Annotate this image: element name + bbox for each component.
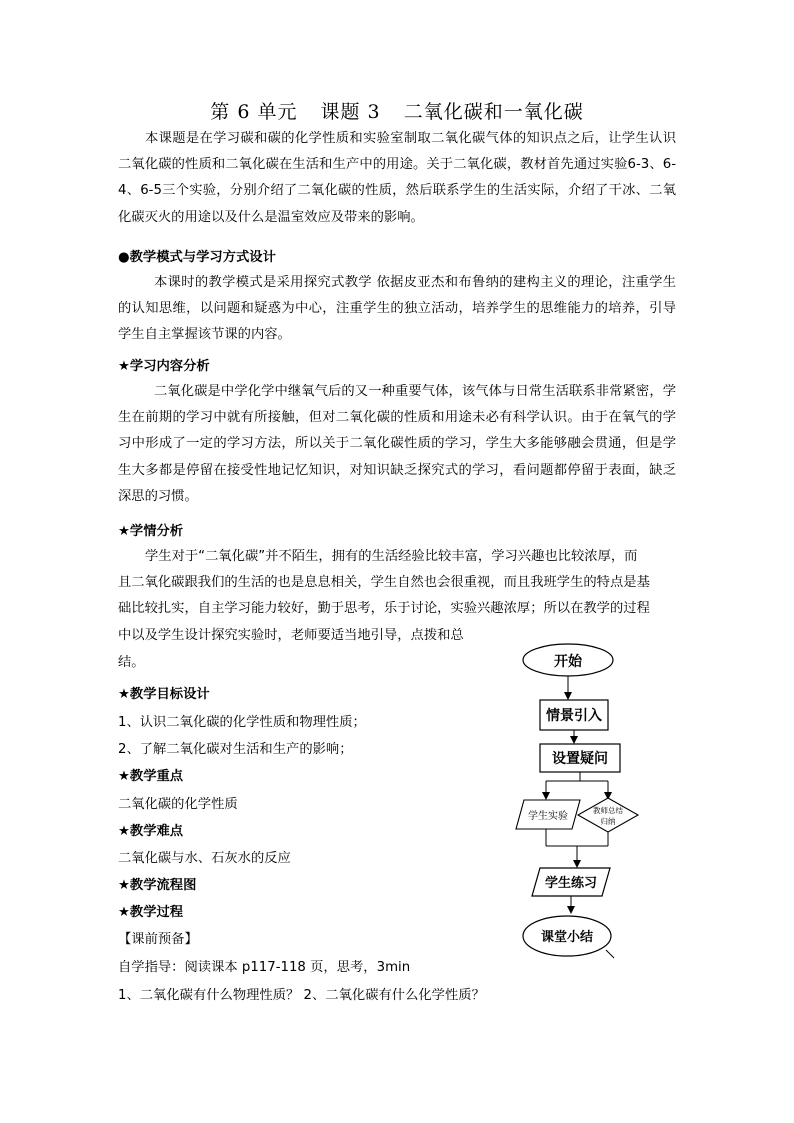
section-heading-learner: ★学情分析 <box>118 524 184 539</box>
learner-line-5: 结。 <box>118 655 145 670</box>
flow-step2-label: 设置疑问 <box>552 751 608 767</box>
flow-end-tail <box>606 950 614 958</box>
goal-item-2: 2、了解二氧化碳对生活和生产的影响； <box>118 742 353 757</box>
title-unit: 第 6 单元 <box>210 101 298 123</box>
learner-line-1: 学生对于“二氧化碳”并不陌生，拥有的生活经验比较丰富，学习兴趣也比较浓厚，而 <box>145 549 638 564</box>
goal-item-1: 1、认识二氧化碳的化学性质和物理性质； <box>118 715 366 730</box>
learner-line-3: 础比较扎实，自主学习能力较好，勤于思考，乐于讨论，实验兴趣浓厚；所以在教学的过程 <box>118 601 650 616</box>
flow-step1-label: 情景引入 <box>546 708 602 724</box>
title-topic: 二氧化碳和一氧化碳 <box>403 101 584 123</box>
difficulty-text: 二氧化碳与水、石灰水的反应 <box>118 851 291 866</box>
flow-branch-right-label-1: 教师总结 <box>593 806 623 815</box>
flow-step4-label: 学生练习 <box>544 876 598 891</box>
section-heading-difficulty: ★教学难点 <box>118 824 184 839</box>
learner-line-4: 中以及学生设计探究实验时，老师要适当地引导，点拨和总 <box>118 628 464 643</box>
intro-paragraph: 本课题是在学习碳和碳的化学性质和实验室制取二氧化碳气体的知识点之后，让学生认识二氧化碳的性质和二氧化碳在生活和生产中的用途。关于二氧化碳，教材首先通过实验6-3、6-4、6-5三个实验，分别介绍了二氧化碳的性质，然后联系学生的生活实际，介绍了干冰、二氧化碳灭火的用途以及什么是温室效应及带来的影响。 <box>118 131 676 225</box>
section-heading-process: ★教学过程 <box>118 905 184 920</box>
section-heading-goals: ★教学目标设计 <box>118 687 210 702</box>
learner-line-2: 且二氧化碳跟我们的生活的也是息息相关，学生自然也会很重视，而且我班学生的特点是基 <box>118 575 650 590</box>
section-heading-flowchart: ★教学流程图 <box>118 878 197 893</box>
flow-start-label: 开始 <box>554 654 582 670</box>
teaching-flowchart <box>510 638 650 973</box>
prep-guide: 自学指导：阅读课本 p117-118 页，思考，3min <box>118 960 411 975</box>
prep-questions: 1、二氧化碳有什么物理性质？ 2、二氧化碳有什么化学性质？ <box>118 988 485 1003</box>
flow-end-label: 课堂小结 <box>540 930 594 945</box>
flow-branch-left-label: 学生实验 <box>528 811 568 822</box>
title-lesson: 课题 3 <box>320 101 381 123</box>
flow-branch-right-label-2: 归纳 <box>600 817 616 826</box>
key-point-text: 二氧化碳的化学性质 <box>118 797 238 812</box>
section-heading-content: ★学习内容分析 <box>118 359 210 374</box>
page-title <box>0 97 794 124</box>
flow-branch-right-shape <box>578 798 638 832</box>
section-heading-key: ★教学重点 <box>118 769 184 784</box>
prep-heading: 【课前预备】 <box>118 932 198 947</box>
section-heading-mode: ●教学模式与学习方式设计 <box>118 250 276 265</box>
mode-paragraph: 本课时的教学模式是采用探究式教学 依据皮亚杰和布鲁纳的建构主义的理论，注重学生的认知思维，以问题和疑惑为中心，注重学生的独立活动，培养学生的思维能力的培养，引导学生自主掌握该节课的内容。 <box>118 275 676 343</box>
content-paragraph: 二氧化碳是中学化学中继氧气后的又一种重要气体，该气体与日常生活联系非常紧密，学生在前期的学习中就有所接触，但对二氧化碳的性质和用途未必有科学认识。由于在氧气的学习中形成了一定的学习方法，所以关于二氧化碳性质的学习，学生大多能够融会贯通，但是学生大多都是停留在接受性地记忆知识，对知识缺乏探究式的学习，看问题都停留于表面，缺乏深思的习惯。 <box>118 384 676 504</box>
